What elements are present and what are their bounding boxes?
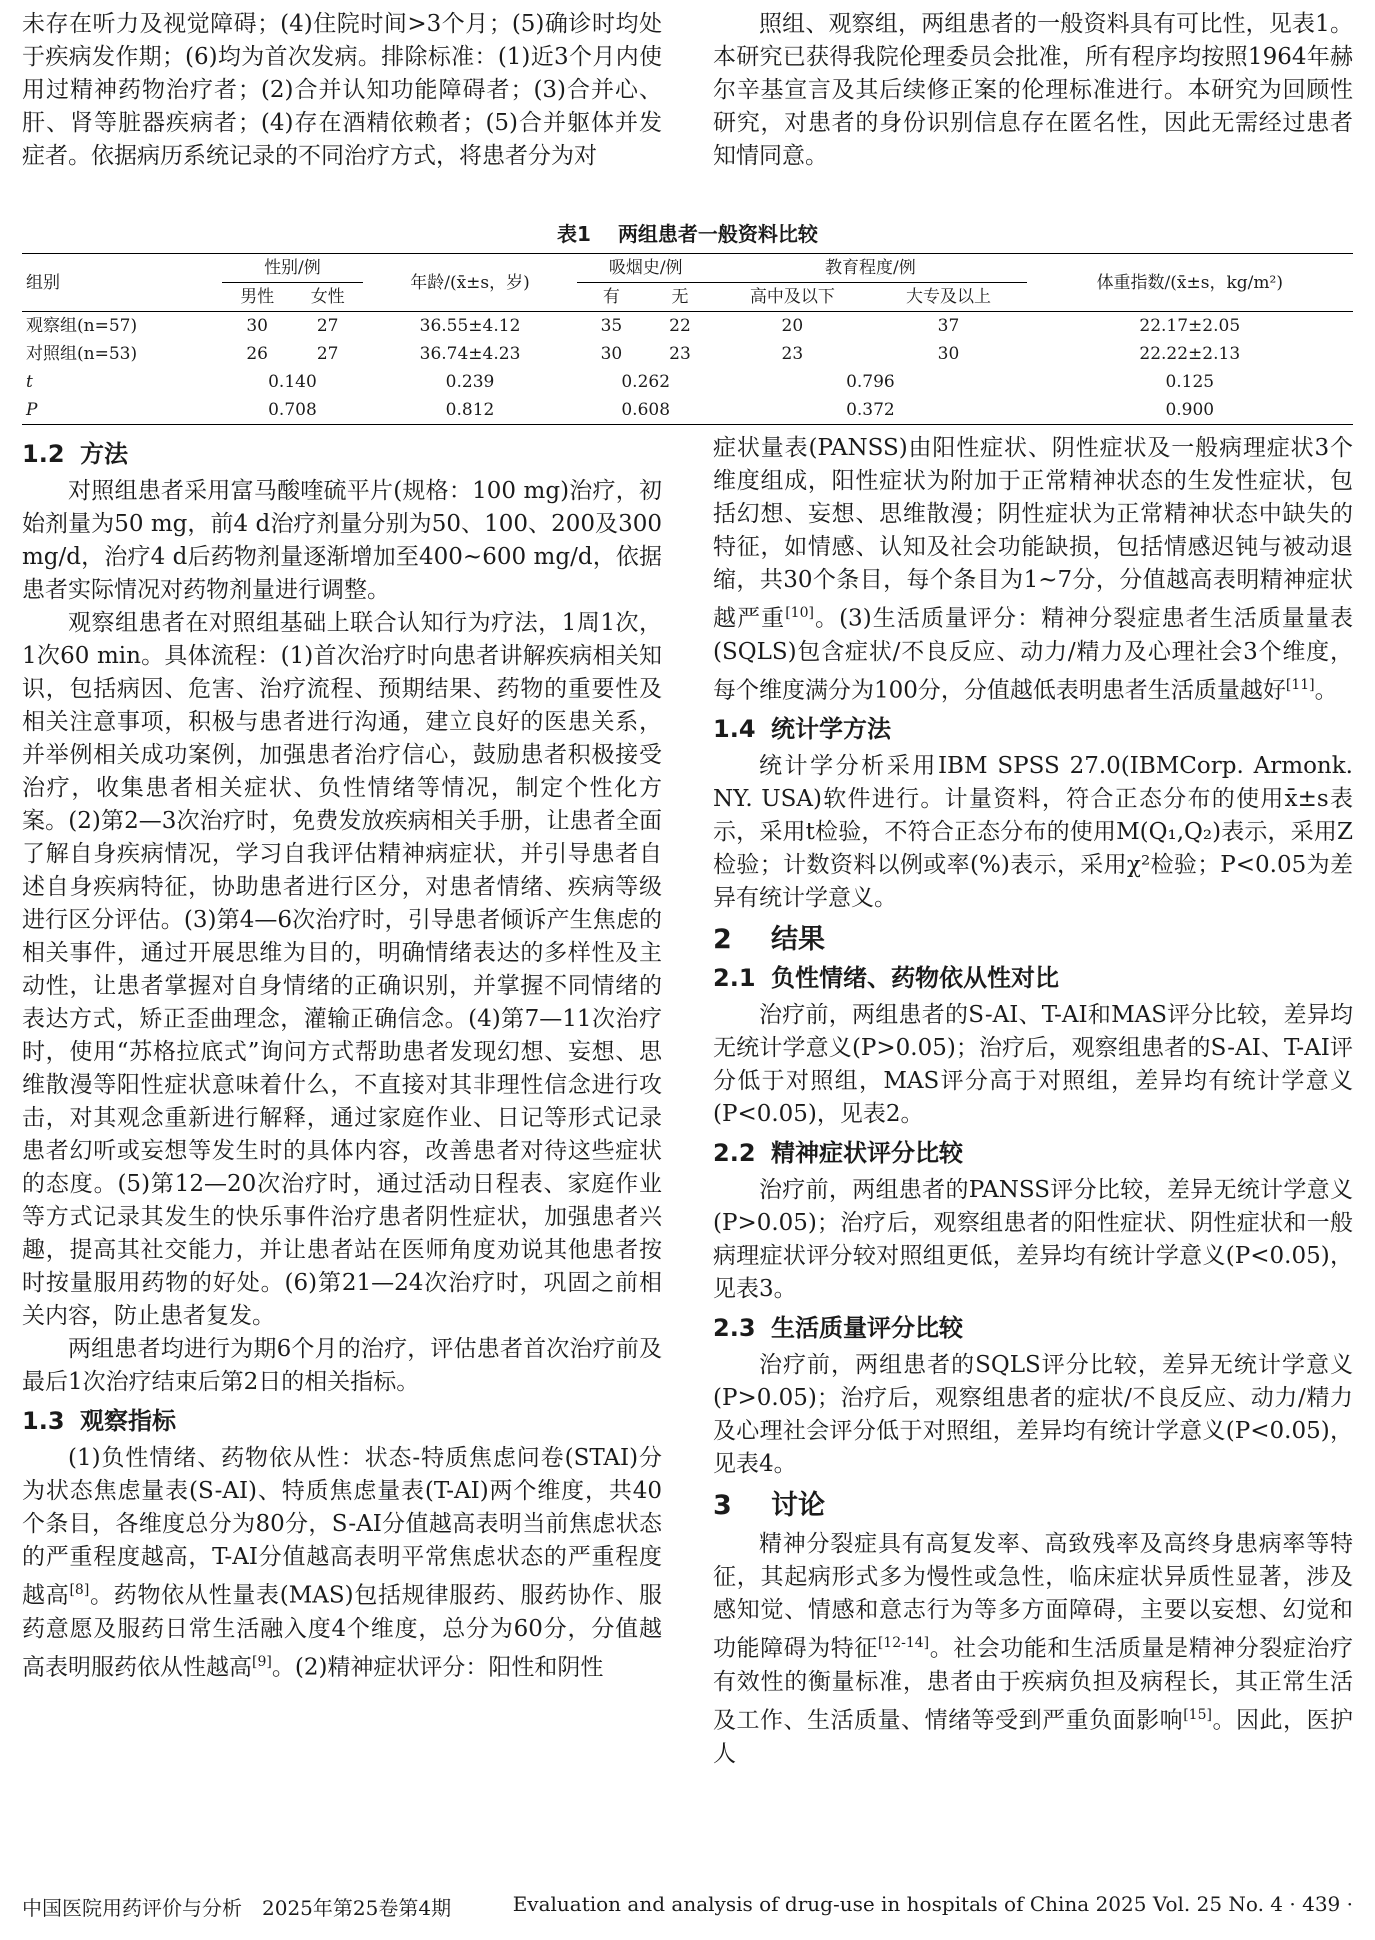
section-title: 观察指标 bbox=[80, 1407, 176, 1435]
section-heading-2-1 bbox=[713, 962, 1353, 995]
header-smoke: 吸烟史/例 bbox=[577, 254, 714, 283]
cell-t-age: 0.239 bbox=[445, 372, 495, 392]
right-column bbox=[713, 432, 1353, 1771]
cell-edu-high: 23 bbox=[781, 344, 804, 364]
section-number: 1.4 bbox=[713, 715, 756, 744]
citation: [12-14] bbox=[877, 1635, 930, 1652]
header-age: 年龄/(x̄±s，岁) bbox=[363, 254, 577, 312]
section-title: 精神症状评分比较 bbox=[771, 1139, 963, 1168]
section-number: 3 bbox=[713, 1490, 732, 1522]
section-number: 2.3 bbox=[713, 1314, 756, 1343]
table-row bbox=[22, 312, 1353, 341]
header-female: 女性 bbox=[292, 283, 363, 312]
citation: [15] bbox=[1183, 1706, 1212, 1723]
header-smoke-yes: 有 bbox=[577, 283, 646, 312]
paragraph bbox=[713, 432, 1353, 707]
paragraph-text: 症状量表(PANSS)由阳性症状、阴性症状及一般病理症状3个维度组成，阳性症状为附加于正常精神状态的生发性症状，包括幻想、妄想、思维散漫；阴性症状为正常精神状态中缺失的特征，如情感、认知及社会功能缺损，包括情感迟钝与被动退缩，共30个条目，每个条目为1~7分，分值越高表明精神症状越严重 bbox=[713, 435, 1353, 632]
table-number: 表1 bbox=[557, 222, 591, 246]
paragraph bbox=[22, 1442, 662, 1684]
header-male: 男性 bbox=[222, 283, 293, 312]
left-column bbox=[22, 432, 662, 1684]
header-group: 组别 bbox=[22, 254, 222, 312]
paragraph-text: 。社会功能和生活质量是精神分裂症治疗有效性的衡量标准，患者由于疾病负担及病程长，其正常生活及工作、生活质量、情绪等受到严重负面影响 bbox=[713, 1635, 1354, 1734]
top-right-paragraph: 照组、观察组，两组患者的一般资料具有可比性，见表1。本研究已获得我院伦理委员会批准，所有程序均按照1964年赫尔辛基宣言及其后续修正案的伦理标准进行。本研究为回顾性研究，对患者的身份识别信息存在匿名性，因此无需经过患者知情同意。 bbox=[713, 11, 1353, 169]
paragraph-text: 。药物依从性量表(MAS)包括规律服药、服药协作、服药意愿及服药日常生活融入度4个维度，总分为60分，分值越高表明服药依从性越高 bbox=[22, 1582, 663, 1681]
cell-age: 36.74±4.23 bbox=[419, 344, 521, 364]
cell-male: 26 bbox=[246, 344, 268, 364]
cell-bmi: 22.17±2.05 bbox=[1139, 316, 1241, 336]
paragraph: 观察组患者在对照组基础上联合认知行为疗法，1周1次，1次60 min。具体流程：(1)首次治疗时向患者讲解疾病相关知识，包括病因、危害、治疗流程、预期结果、药物的重要性及相关注意事项，积极与患者进行沟通，建立良好的医患关系，并举例相关成功案例，加强患者治疗信心，鼓励患者积极接受治疗，收集患者相关症状、负性情绪等情况，制定个性化方案。(2)第2—3次治疗时，免费发放疾病相关手册，让患者全面了解自身疾病情况，学习自我评估精神病症状，并引导患者自述自身疾病特征，协助患者进行区分，对患者情绪、疾病等级进行区分评估。(3)第4—6次治疗时，引导患者倾诉产生焦虑的相关事件，通过开展思维为目的，明确情绪表达的多样性及主动性，让患者掌握对自身情绪的正确识别，并掌握不同情绪的表达方式，矫正歪曲理念，灌输正确信念。(4)第7—11次治疗时，使用“苏格拉底式”询问方式帮助患者发现幻想、妄想、思维散漫等阳性症状意味着什么，不直接对其非理性信念进行攻击，对其观念重新进行解释，通过家庭作业、日记等形式记录患者幻听或妄想等发生时的具体内容，改善患者对待这些症状的态度。(5)第12—20次治疗时，通过活动日程表、家庭作业等方式记录其发生的快乐事件治疗患者阴性症状，加强患者兴趣，提高其社交能力，并让患者站在医师角度劝说其他患者按时按量服用药物的好处。(6)第21—24次治疗时，巩固之前相关内容，防止患者复发。 bbox=[22, 610, 662, 1329]
cell-smoke-yes: 30 bbox=[600, 344, 623, 364]
cell-p-age: 0.812 bbox=[363, 396, 577, 425]
top-left-column bbox=[22, 8, 662, 173]
top-right-column bbox=[713, 8, 1353, 173]
header-sex: 性别/例 bbox=[222, 254, 363, 283]
cell-smoke-no: 22 bbox=[669, 316, 691, 336]
cell-edu-college: 30 bbox=[937, 344, 960, 364]
section-title: 统计学方法 bbox=[771, 715, 891, 744]
citation: [11] bbox=[1285, 676, 1315, 693]
section-heading-3 bbox=[713, 1489, 1353, 1522]
paragraph-text: 精神分裂症具有高复发率、高致残率及高终身患病率等特征，其起病形式多为慢性或急性，临床症状异质性显著，涉及感知觉、情感和意志行为等多方面障碍，主要以妄想、幻觉和功能障碍为特征 bbox=[713, 1531, 1353, 1662]
cell-female: 27 bbox=[316, 316, 339, 336]
paragraph: 统计学分析采用IBM SPSS 27.0(IBMCorp. Armonk. NY. USA)软件进行。计量资料，符合正态分布的使用x̄±s表示，采用t检验，不符合正态分布的使用M(Q₁,Q₂)表示，采用Z检验；计数资料以例或率(%)表示，采用χ²检验；P<0.05为差异有统计学意义。 bbox=[713, 753, 1353, 912]
paragraph: 对照组患者采用富马酸喹硫平片(规格：100 mg)治疗，初始剂量为50 mg，前4 d治疗剂量分别为50、100、200及300 mg/d，治疗4 d后药物剂量逐渐增加至400~600 mg/d，依据患者实际情况对药物剂量进行调整。 bbox=[22, 478, 662, 603]
paragraph: 治疗前，两组患者的PANSS评分比较，差异无统计学意义(P>0.05)；治疗后，观察组患者的阳性症状、阴性症状和一般病理症状评分较对照组更低，差异均有统计学意义(P<0.05)，见表3。 bbox=[713, 1177, 1353, 1303]
citation: [10] bbox=[785, 605, 814, 621]
cell-t-sex: 0.140 bbox=[268, 372, 317, 392]
table-row-p bbox=[22, 396, 1353, 425]
section-heading-2-3 bbox=[713, 1312, 1353, 1345]
citation: [8] bbox=[69, 1582, 90, 1598]
cell-male: 30 bbox=[246, 316, 268, 336]
paragraph: 治疗前，两组患者的SQLS评分比较，差异无统计学意义(P>0.05)；治疗后，观察组患者的症状/不良反应、动力/精力及心理社会评分低于对照组，差异均有统计学意义(P<0.05)，见表4。 bbox=[713, 1352, 1353, 1478]
paragraph-text: 。(2)精神症状评分：阳性和阴性 bbox=[271, 1654, 604, 1681]
cell-group: 观察组(n=57) bbox=[26, 316, 138, 336]
section-heading-2-2 bbox=[713, 1137, 1353, 1170]
paragraph-text: (1)负性情绪、药物依从性：状态-特质焦虑问卷(STAI)分为状态焦虑量表(S-AI)、特质焦虑量表(T-AI)两个维度，共40个条目，各维度总分为80分，S-AI分值越高表明当前焦虑状态的严重程度越高，T-AI分值越高表明平常焦虑状态的严重程度越高 bbox=[22, 1445, 662, 1609]
section-number: 1.2 bbox=[22, 440, 65, 468]
header-smoke-no: 无 bbox=[646, 283, 715, 312]
section-title: 负性情绪、药物依从性对比 bbox=[771, 964, 1059, 993]
paragraph bbox=[713, 1528, 1353, 1770]
section-number: 1.3 bbox=[22, 1407, 65, 1435]
header-education: 教育程度/例 bbox=[714, 254, 1026, 283]
section-title: 讨论 bbox=[771, 1490, 825, 1522]
cell-smoke-no: 23 bbox=[669, 344, 691, 364]
cell-stat-label: t bbox=[26, 372, 33, 392]
header-bmi: 体重指数/(x̄±s，kg/m²) bbox=[1027, 254, 1353, 312]
section-number: 2.2 bbox=[713, 1139, 756, 1168]
section-number: 2.1 bbox=[713, 964, 756, 993]
table-1 bbox=[22, 218, 1353, 425]
baseline-table bbox=[22, 253, 1353, 425]
cell-edu-high: 20 bbox=[781, 316, 804, 336]
footer-journal-cn: 中国医院用药评价与分析 2025年第25卷第4期 bbox=[22, 1896, 452, 1920]
paragraph-text: 。 bbox=[1314, 677, 1338, 704]
cell-p-smoke: 0.608 bbox=[577, 396, 714, 425]
cell-t-edu: 0.796 bbox=[846, 372, 895, 392]
top-left-paragraph: 未存在听力及视觉障碍；(4)住院时间>3个月；(5)确诊时均处于疾病发作期；(6)均为首次发病。排除标准：(1)近3个月内使用过精神药物治疗者；(2)合并认知功能障碍者；(3)合并心、肝、肾等脏器疾病者；(4)存在酒精依赖者；(5)合并躯体并发症者。依据病历系统记录的不同治疗方式，将患者分为对 bbox=[22, 11, 662, 169]
cell-bmi: 22.22±2.13 bbox=[1139, 344, 1241, 364]
section-title: 生活质量评分比较 bbox=[771, 1314, 963, 1343]
footer-journal-en: Evaluation and analysis of drug-use in hospitals of China 2025 Vol. 25 No. 4 · 439 · bbox=[512, 1892, 1353, 1916]
cell-stat-label: P bbox=[22, 396, 222, 425]
section-heading-1-4 bbox=[713, 713, 1353, 746]
cell-smoke-yes: 35 bbox=[600, 316, 623, 336]
table-title: 两组患者一般资料比较 bbox=[617, 222, 818, 246]
table-caption bbox=[22, 218, 1353, 247]
cell-age: 36.55±4.12 bbox=[419, 316, 521, 336]
table-row bbox=[22, 340, 1353, 368]
section-heading-1-2 bbox=[22, 438, 662, 471]
cell-group: 对照组(n=53) bbox=[26, 344, 138, 364]
paragraph: 治疗前，两组患者的S-AI、T-AI和MAS评分比较，差异均无统计学意义(P>0.05)；治疗后，观察组患者的S-AI、T-AI评分低于对照组，MAS评分高于对照组，差异均有统计学意义(P<0.05)，见表2。 bbox=[713, 1002, 1353, 1128]
cell-edu-college: 37 bbox=[937, 316, 960, 336]
paragraph-text: 。因此，医护人 bbox=[713, 1707, 1354, 1767]
citation: [9] bbox=[252, 1653, 272, 1670]
cell-female: 27 bbox=[316, 344, 339, 364]
section-title: 结果 bbox=[771, 924, 825, 956]
cell-t-smoke: 0.262 bbox=[621, 372, 671, 392]
section-heading-1-3 bbox=[22, 1405, 662, 1438]
header-edu-college: 大专及以上 bbox=[870, 283, 1026, 312]
section-heading-2 bbox=[713, 923, 1353, 956]
paragraph-text: 。(3)生活质量评分：精神分裂症患者生活质量量表(SQLS)包含症状/不良反应、动力/精力及心理社会3个维度，每个维度满分为100分，分值越低表明患者生活质量越好 bbox=[713, 605, 1353, 704]
header-edu-high: 高中及以下 bbox=[714, 283, 870, 312]
cell-t-bmi: 0.125 bbox=[1165, 372, 1215, 392]
section-number: 2 bbox=[713, 924, 732, 956]
cell-p-bmi: 0.900 bbox=[1027, 396, 1353, 425]
cell-p-sex: 0.708 bbox=[222, 396, 363, 425]
paragraph: 两组患者均进行为期6个月的治疗，评估患者首次治疗前及最后1次治疗结束后第2日的相关指标。 bbox=[22, 1336, 662, 1395]
section-title: 方法 bbox=[80, 440, 128, 468]
table-row-t bbox=[22, 368, 1353, 396]
cell-p-edu: 0.372 bbox=[714, 396, 1026, 425]
